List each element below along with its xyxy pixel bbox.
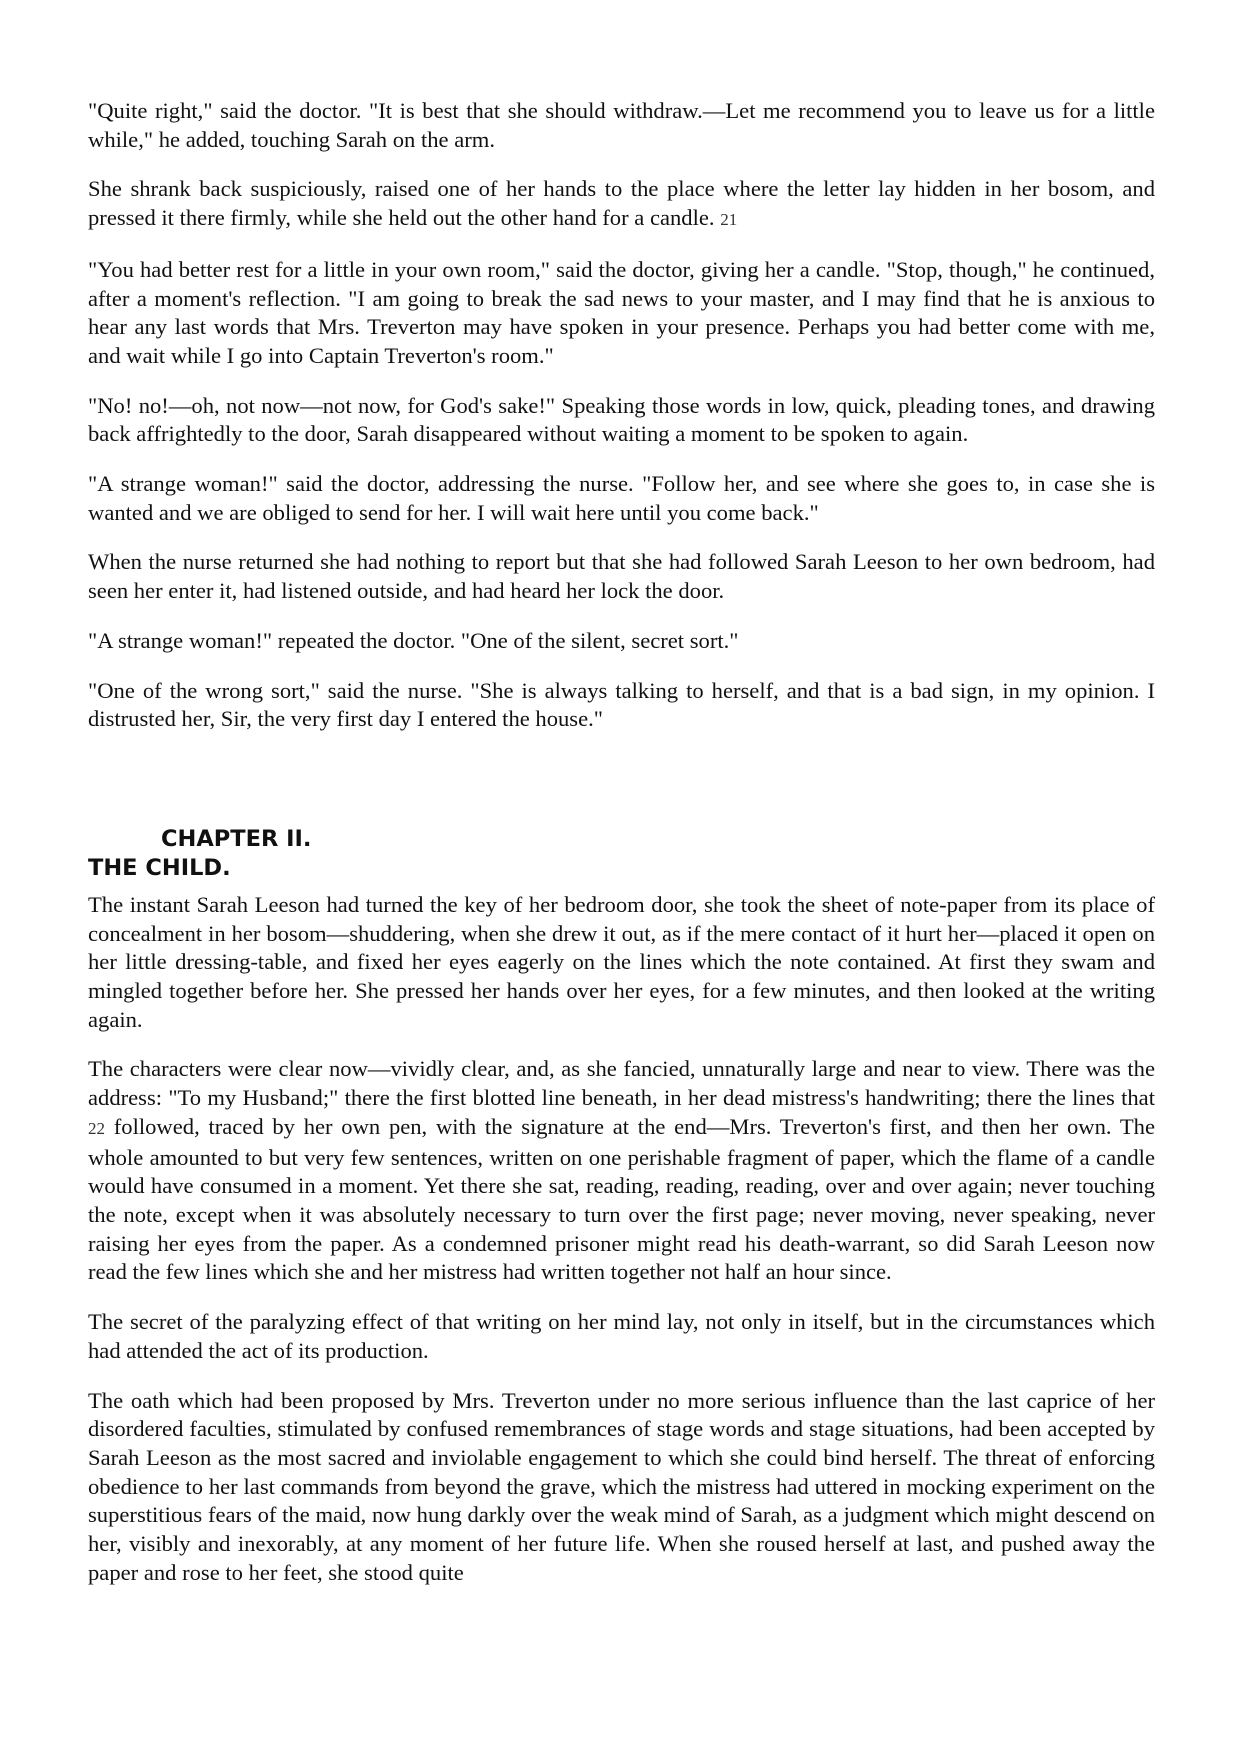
paragraph: "Quite right," said the doctor. "It is best that she should withdraw.—Let me recommend you to leave us for a little while," he added, touching Sarah on the arm. bbox=[88, 98, 1155, 152]
paragraph-text: The characters were clear now—vividly clear, and, as she fancied, unnaturally large and near to view. There was the address: "To my Husband;" there the first blotted line beneath, in her dead mistress's handwriting; there the lines that bbox=[88, 1056, 1155, 1111]
book-page bbox=[88, 97, 1155, 1608]
paragraph: The instant Sarah Leeson had turned the key of her bedroom door, she took the sheet of note-paper from its place of concealment in her bosom—shuddering, when she drew it out, as if the mere contact of it hurt her—placed it open on her little dressing-table, and fixed her eyes eagerly on the lines which the note contained. At first they swam and mingled together before her. She pressed her hands over her eyes, for a few minutes, and then looked at the writing again. bbox=[88, 891, 1155, 1032]
page-number: 21 bbox=[720, 210, 738, 230]
paragraph: "A strange woman!" repeated the doctor. "One of the silent, secret sort." bbox=[88, 627, 739, 653]
chapter-number: CHAPTER II. bbox=[161, 825, 312, 852]
paragraph: "One of the wrong sort," said the nurse. "She is always talking to herself, and that is a bad sign, in my opinion. I distrusted her, Sir, the very first day I entered the house." bbox=[88, 677, 1155, 732]
paragraph: "A strange woman!" said the doctor, addressing the nurse. "Follow her, and see where she goes to, in case she is wanted and we are obliged to send for her. I will wait here until you come back." bbox=[88, 471, 1155, 525]
page-number: 22 bbox=[88, 1118, 105, 1138]
chapter-title: THE CHILD. bbox=[88, 854, 231, 881]
paragraph: "You had better rest for a little in your own room," said the doctor, giving her a candle. "Stop, though," he continued, after a moment's reflection. "I am going to break the sad news to your master, and I may find that he is anxious to hear any last words that Mrs. Treverton may have spoken in your presence. Perhaps you had better come with me, and wait while I go into Captain Treverton's room." bbox=[88, 256, 1155, 368]
paragraph-text: She shrank back suspiciously, raised one of her hands to the place where the letter lay hidden in her bosom, and pressed it there firmly, while she held out the other hand for a candle. bbox=[88, 176, 1155, 231]
paragraph bbox=[88, 175, 1155, 234]
chapter-heading bbox=[88, 825, 1155, 883]
paragraph bbox=[88, 1055, 1155, 1287]
paragraph: The secret of the paralyzing effect of that writing on her mind lay, not only in itself, but in the circumstances which had attended the act of its production. bbox=[88, 1309, 1155, 1363]
paragraph: The oath which had been proposed by Mrs. Treverton under no more serious influence than the last caprice of her disordered faculties, stimulated by confused remembrances of stage words and stage situations, had been accepted by Sarah Leeson as the most sacred and inviolable engagement to which she could bind herself. The threat of enforcing obedience to her last commands from beyond the grave, which the mistress had uttered in mocking experiment on the superstitious fears of the maid, now hung darkly over the weak mind of Sarah, as a judgment which might descend on her, visibly and inexorably, at any moment of her future life. When she roused herself at last, and pushed away the paper and rose to her feet, she stood quite bbox=[88, 1387, 1155, 1585]
paragraph: When the nurse returned she had nothing to report but that she had followed Sarah Leeson to her own bedroom, had seen her enter it, had listened outside, and had heard her lock the door. bbox=[88, 549, 1155, 604]
paragraph-text: followed, traced by her own pen, with the signature at the end—Mrs. Treverton's first, and then her own. The whole amounted to but very few sentences, written on one perishable fragment of paper, which the flame of a candle would have consumed in a moment. Yet there she sat, reading, reading, reading, over and over again; never touching the note, except when it was absolutely necessary to turn over the first page; never moving, never speaking, never raising her eyes from the paper. As a condemned prisoner might read his death-warrant, so did Sarah Leeson now read the few lines which she and her mistress had written together not half an hour since. bbox=[88, 1113, 1155, 1285]
paragraph: "No! no!—oh, not now—not now, for God's sake!" Speaking those words in low, quick, pleading tones, and drawing back affrightedly to the door, Sarah disappeared without waiting a moment to be spoken to again. bbox=[88, 392, 1155, 447]
